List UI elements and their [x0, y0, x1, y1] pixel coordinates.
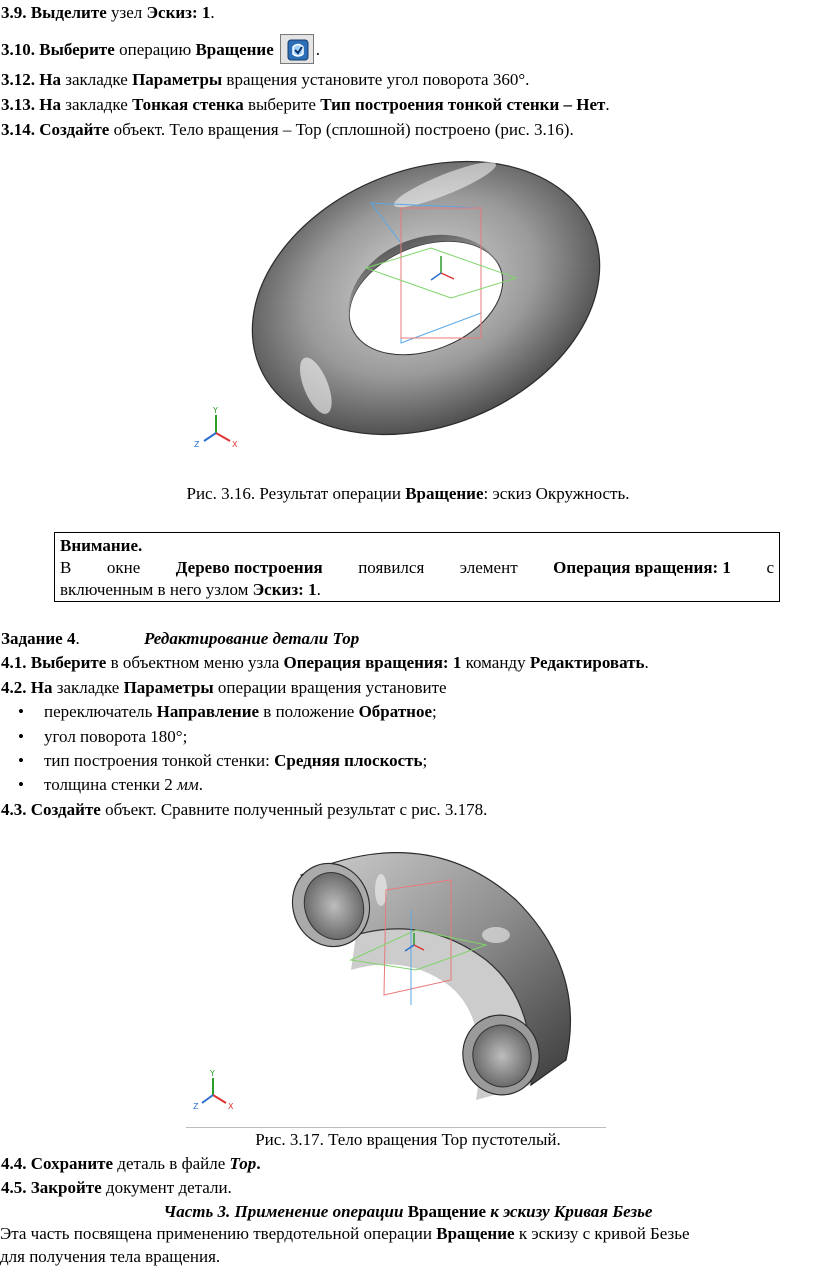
step-text: в объектном меню узла — [106, 653, 284, 672]
bullet-icon: • — [18, 727, 24, 746]
figure-divider — [186, 1127, 606, 1128]
step-4-2 — [1, 677, 447, 699]
step-4-5 — [1, 1177, 232, 1199]
note-word: В — [60, 558, 72, 577]
step-4-3 — [1, 799, 487, 821]
step-text: закладке — [60, 95, 133, 114]
bullet-icon: • — [18, 775, 24, 794]
punct: . — [644, 653, 649, 672]
note-bold: Операция вращения: 1 — [553, 558, 731, 577]
note-bold: Эскиз: 1 — [252, 580, 317, 599]
figure-1-caption — [0, 483, 816, 505]
bullet-item — [18, 726, 187, 748]
axis-z-label: Z — [194, 440, 200, 449]
step-text: объект. Тело вращения – Тор (сплошной) построено (рис. 3.16). — [109, 120, 574, 139]
note-line-1 — [60, 557, 774, 579]
step-4-4 — [1, 1153, 261, 1175]
step-number: 3.9. — [1, 3, 27, 22]
bullet-text: угол поворота 180°; — [44, 727, 188, 746]
punct: . — [315, 39, 321, 59]
note-word: окне — [106, 558, 141, 577]
step-text: документ детали. — [101, 1178, 232, 1197]
punct: . — [75, 629, 80, 648]
step-text: узел — [106, 3, 147, 22]
step-number: 4.4. — [1, 1154, 27, 1173]
note-word: элемент — [459, 558, 518, 577]
step-3-13 — [1, 94, 610, 116]
step-text: закладке — [60, 70, 133, 89]
step-number: 4.2. — [1, 678, 27, 697]
task-4-title — [144, 628, 359, 650]
paragraph-text: к эскизу с кривой Безье — [514, 1224, 690, 1243]
step-number: 4.1. — [1, 653, 27, 672]
step-text: операции вращения установите — [213, 678, 447, 697]
axis-x-label: X — [232, 440, 238, 449]
caption-bold: Вращение — [405, 484, 484, 503]
heading-text: Часть 3. Применение операции — [163, 1202, 408, 1221]
bullet-item — [18, 774, 203, 796]
heading-text: к эскизу Кривая Безье — [486, 1202, 653, 1221]
step-verb: На — [39, 95, 61, 114]
note-title: Внимание. — [60, 536, 143, 555]
bullet-item — [18, 701, 437, 723]
caption-text: Рис. 3.16. Результат операции — [186, 484, 406, 503]
attention-note — [54, 532, 780, 602]
step-4-1 — [1, 652, 649, 674]
step-verb: Создайте — [30, 800, 101, 819]
step-number: 3.13. — [1, 95, 35, 114]
step-text: закладке — [52, 678, 124, 697]
paragraph-text: Эта часть посвящена применению твердотельной операции — [0, 1224, 437, 1243]
bullet-bold: Обратное — [358, 702, 433, 721]
step-verb: Выделите — [30, 3, 107, 22]
step-text: объект. Сравните полученный результат с рис. 3.178. — [100, 800, 488, 819]
step-verb: Закройте — [30, 1178, 102, 1197]
step-verb: На — [30, 678, 53, 697]
punct: ; — [432, 702, 437, 721]
bullet-text: толщина стенки 2 — [44, 775, 178, 794]
part-3-paragraph-line-1 — [0, 1223, 690, 1245]
axis-y-label: Y — [213, 406, 218, 415]
step-verb: Выберите — [39, 39, 115, 59]
bullet-item — [18, 750, 427, 772]
part-3-paragraph-line-2: для получения тела вращения. — [0, 1247, 221, 1266]
note-text: включенным в него узлом — [60, 580, 253, 599]
note-word: с — [766, 558, 774, 577]
step-3-10 — [1, 36, 320, 66]
step-text: выберите — [243, 95, 321, 114]
figure-hollow-torus — [186, 830, 606, 1131]
step-number: 4.3. — [1, 800, 27, 819]
axis-z-label: Z — [193, 1102, 199, 1111]
step-verb: На — [39, 70, 61, 89]
bullet-icon: • — [18, 751, 24, 770]
axis-x-label: X — [228, 1102, 234, 1111]
option-name: Тип построения тонкой стенки – Нет — [320, 95, 606, 114]
command-name: Редактировать — [529, 653, 645, 672]
bullet-bold: Средняя плоскость — [274, 751, 423, 770]
figure-solid-torus — [186, 148, 616, 479]
punct: . — [198, 775, 203, 794]
note-word: появился — [358, 558, 425, 577]
step-text: команду — [461, 653, 530, 672]
paragraph-bold: Вращение — [436, 1224, 515, 1243]
torus-hollow-image — [186, 830, 606, 1125]
punct: ; — [422, 751, 428, 770]
step-verb: Сохраните — [30, 1154, 114, 1173]
node-name: Операция вращения: 1 — [283, 653, 462, 672]
step-text: деталь в файле — [113, 1154, 230, 1173]
torus-solid-image — [186, 148, 616, 473]
step-text: вращения установите угол поворота 360°. — [222, 70, 530, 89]
step-3-14 — [1, 119, 574, 141]
task-title: Редактирование детали Тор — [144, 629, 360, 648]
task-label: Задание 4 — [1, 629, 76, 648]
tab-name: Параметры — [123, 678, 214, 697]
step-verb: Выберите — [30, 653, 107, 672]
bullet-text: тип построения тонкой стенки: — [44, 751, 275, 770]
punct: . — [605, 95, 610, 114]
punct: . — [316, 580, 321, 599]
step-3-9 — [1, 2, 215, 24]
tab-name: Тонкая стенка — [132, 95, 244, 114]
caption-text: : эскиз Окружность. — [483, 484, 630, 503]
unit: мм — [177, 775, 199, 794]
punct: . — [256, 1154, 261, 1173]
step-number: 3.10. — [1, 39, 35, 59]
step-text: операцию — [114, 39, 196, 59]
note-bold: Дерево построения — [175, 558, 323, 577]
task-4-heading — [1, 628, 80, 650]
bullet-text: переключатель — [44, 702, 157, 721]
operation-name: Вращение — [195, 39, 274, 59]
part-3-heading — [0, 1201, 816, 1223]
bullet-icon: • — [18, 702, 24, 721]
tab-name: Параметры — [132, 70, 223, 89]
heading-bold: Вращение — [407, 1202, 487, 1221]
step-3-12 — [1, 69, 529, 91]
note-line-2 — [60, 579, 774, 601]
file-name: Тор — [229, 1154, 257, 1173]
axis-y-label: Y — [210, 1069, 215, 1078]
figure-2-caption: Рис. 3.17. Тело вращения Тор пустотелый. — [255, 1130, 561, 1149]
step-number: 4.5. — [1, 1178, 27, 1197]
bullet-bold: Направление — [156, 702, 260, 721]
revolve-operation-icon — [280, 34, 314, 64]
step-verb: Создайте — [39, 120, 110, 139]
node-name: Эскиз: 1 — [146, 3, 211, 22]
punct: . — [210, 3, 215, 22]
step-number: 3.14. — [1, 120, 35, 139]
bullet-text: в положение — [259, 702, 359, 721]
step-number: 3.12. — [1, 70, 35, 89]
